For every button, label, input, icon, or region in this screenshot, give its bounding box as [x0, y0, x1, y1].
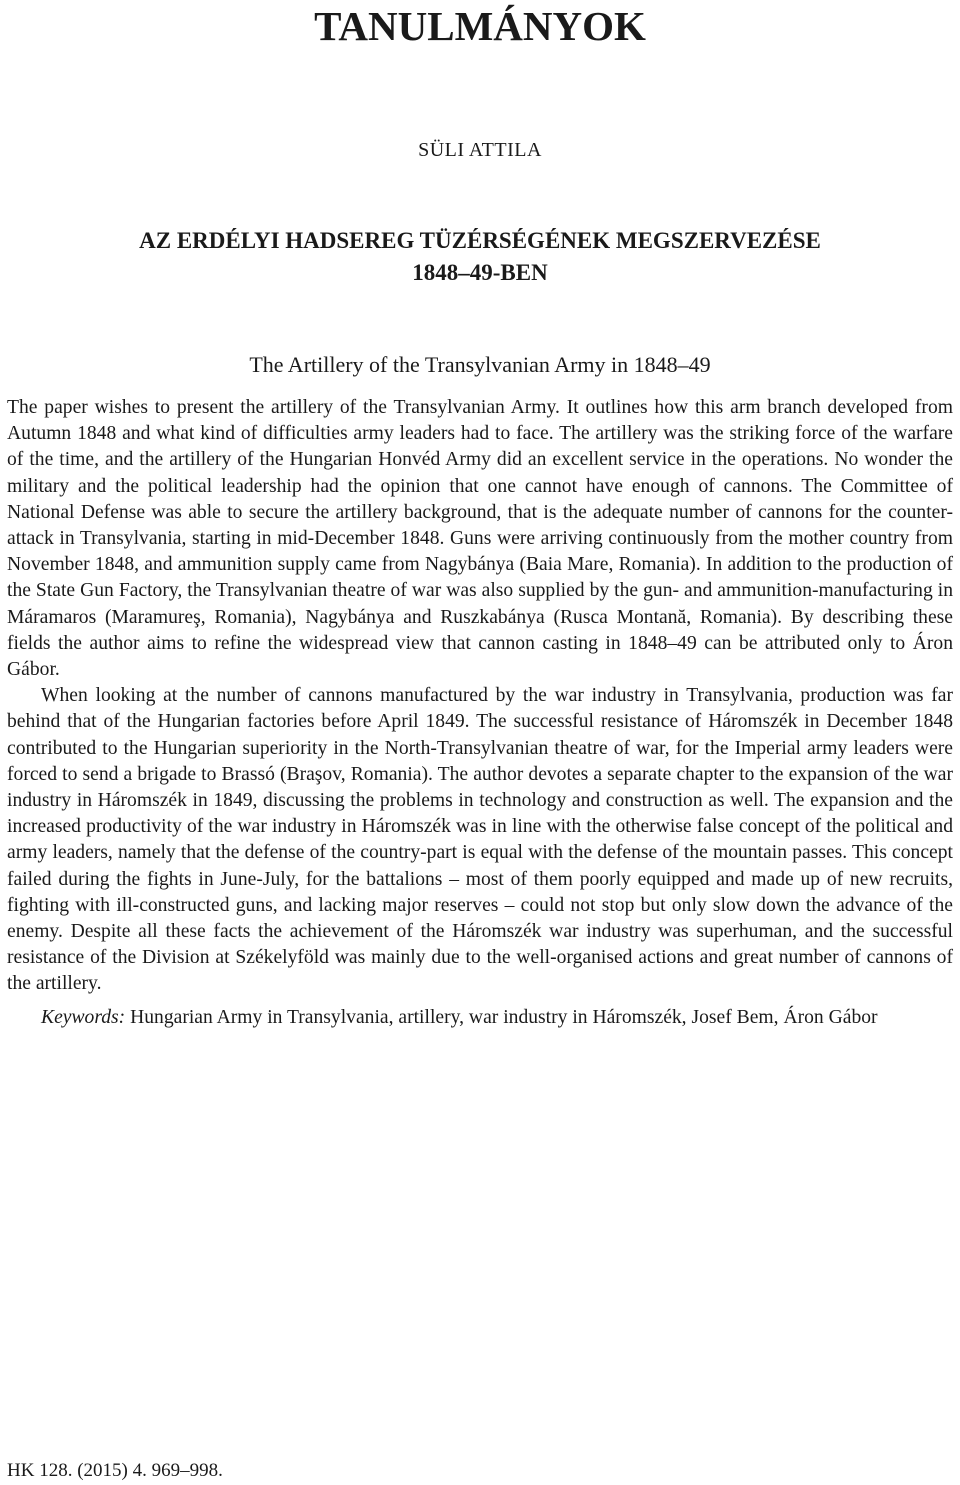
abstract: [7, 395, 953, 1031]
section-title: TANULMÁNYOK: [314, 3, 646, 49]
abstract-paragraph-1: The paper wishes to present the artillery of the Transylvanian Army. It outlines how this arm branch developed from Autumn 1848 and what kind of difficulties army leaders had to face. The artillery was the striking force of the warfare of the time, and the artillery of the Hungarian Honvéd Army did an excellent service in the operations. No wonder the military and the political leadership had the opinion that one cannot have enough of cannons. The Committee of National Defense was able to secure the artillery background, that is the adequate number of cannons for the counter-attack in Transylvania, starting in mid-December 1848. Guns were arriving continuously from the mother country from November 1848, and ammunition supply came from Nagybánya (Baia Mare, Romania). In addition to the production of the State Gun Factory, the Transylvanian theatre of war was also supplied by the gun- and ammunition-manufacturing in Máramaros (Maramureş, Romania), Nagybánya and Ruszkabánya (Rusca Montană, Romania). By describing these fields the author aims to refine the widespread view that cannon casting in 1848–49 can be attributed only to Áron Gábor.: [7, 397, 953, 681]
article-title: [0, 225, 960, 289]
citation-footer: HK 128. (2015) 4. 969–998.: [7, 1460, 223, 1481]
english-title: The Artillery of the Transylvanian Army in 1848–49: [249, 352, 711, 377]
keywords: [7, 1005, 953, 1031]
keywords-label: Keywords:: [41, 1006, 126, 1028]
keywords-text: Hungarian Army in Transylvania, artillery, war industry in Háromszék, Josef Bem, Áron Gábor: [125, 1006, 878, 1028]
author-name: SÜLI ATTILA: [418, 139, 542, 161]
article-title-line-1: AZ ERDÉLYI HADSEREG TÜZÉRSÉGÉNEK MEGSZERVEZÉSE: [139, 228, 821, 253]
abstract-paragraph-2: When looking at the number of cannons manufactured by the war industry in Transylvania, production was far behind that of the Hungarian factories before April 1849. The successful resistance of Háromszék in December 1848 contributed to the Hungarian superiority in the North-Transylvanian theatre of war, for the Imperial army leaders were forced to send a brigade to Brassó (Braşov, Romania). The author devotes a separate chapter to the expansion of the war industry in Háromszék in 1849, discussing the problems in technology and construction as well. The expansion and the increased productivity of the war industry in Háromszék was in line with the otherwise false concept of the political and army leaders, namely that the defense of the country-part is equal with the defense of the mountain passes. This concept failed during the fights in June-July, for the battalions – most of them poorly equipped and made up of new recruits, fighting with ill-constructed guns, and lacking major reserves – could not stop but only slow down the advance of the enemy. Despite all these facts the achievement of the Háromszék war industry was superhuman, and the successful resistance of the Division at Székelyföld was mainly due to the well-organised actions and great number of cannons of the artillery.: [7, 685, 953, 995]
article-title-line-2: 1848–49-BEN: [412, 260, 548, 285]
